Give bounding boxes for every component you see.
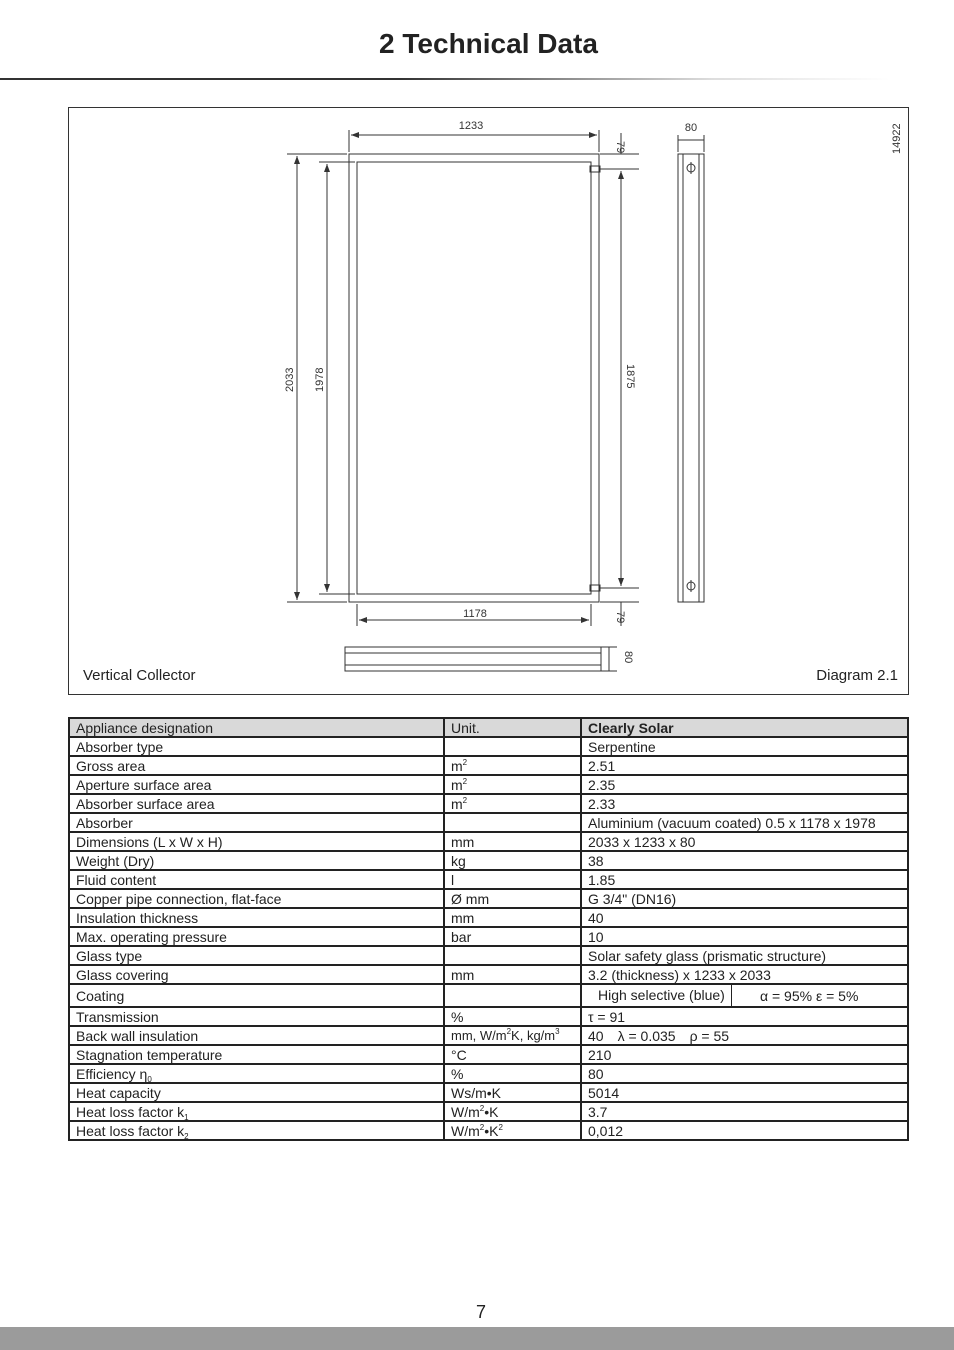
coating-type: High selective (blue) — [582, 985, 732, 1006]
dim-depth-bottom: 80 — [622, 651, 634, 664]
row-value: 1.85 — [581, 870, 908, 889]
row-value: 2.51 — [581, 756, 908, 775]
row-label: Coating — [69, 984, 444, 1007]
dim-top-offset: 79 — [614, 141, 626, 154]
row-value: 2.35 — [581, 775, 908, 794]
row-unit: bar — [444, 927, 581, 946]
row-unit: $m^2$ — [444, 775, 581, 794]
row-label: Dimensions (L x W x H) — [69, 832, 444, 851]
dim-bottom-width: 1178 — [463, 608, 487, 620]
table-row — [69, 965, 908, 984]
row-value: 3.7 — [581, 1102, 908, 1121]
row-unit: Ws/m•K — [444, 1083, 581, 1102]
table-row — [69, 984, 908, 1007]
row-label: Aperture surface area — [69, 775, 444, 794]
dim-top-width: 1233 — [458, 120, 484, 132]
diagram-caption-right: Diagram 2.1 — [816, 667, 898, 684]
row-label: Heat loss factor $k_2$ — [69, 1121, 444, 1140]
table-row — [69, 889, 908, 908]
diagram-caption-left: Vertical Collector — [83, 667, 196, 684]
row-label: Back wall insulation — [69, 1026, 444, 1045]
table-row — [69, 813, 908, 832]
row-unit: mm, $W/m^2K$, $kg/m^3$ — [444, 1026, 581, 1045]
table-row — [69, 1026, 908, 1045]
row-unit: °C — [444, 1045, 581, 1064]
row-label: Insulation thickness — [69, 908, 444, 927]
row-value: 0,012 — [581, 1121, 908, 1140]
row-label: Glass type — [69, 946, 444, 965]
row-value: 2.33 — [581, 794, 908, 813]
row-unit: $W/m^2•K^2$ — [444, 1121, 581, 1140]
header-unit: Unit. — [444, 718, 581, 737]
row-label: Absorber type — [69, 737, 444, 756]
table-row — [69, 1007, 908, 1026]
row-unit: mm — [444, 965, 581, 984]
collector-bottom-view — [345, 647, 601, 671]
header-designation: Appliance designation — [69, 718, 444, 737]
table-row — [69, 1045, 908, 1064]
row-unit: kg — [444, 851, 581, 870]
table-row — [69, 1121, 908, 1140]
row-unit: $m^2$ — [444, 756, 581, 775]
header-value: Clearly Solar — [581, 718, 908, 737]
row-value: 210 — [581, 1045, 908, 1064]
row-label: Transmission — [69, 1007, 444, 1026]
row-unit: % — [444, 1007, 581, 1026]
row-label: Efficiency $\eta_0$ — [69, 1064, 444, 1083]
row-label: Absorber — [69, 813, 444, 832]
row-unit — [444, 813, 581, 832]
table-row — [69, 908, 908, 927]
title-rule — [0, 78, 890, 80]
page-title: 2 Technical Data — [379, 28, 598, 59]
footer-bar — [0, 1327, 954, 1350]
row-unit: mm — [444, 832, 581, 851]
row-label: Glass covering — [69, 965, 444, 984]
row-value: 3.2 (thickness) x 1233 x 2033 — [581, 965, 908, 984]
dim-depth-top: 80 — [684, 122, 698, 134]
row-unit — [444, 984, 581, 1007]
table-row — [69, 927, 908, 946]
page-number: 7 — [475, 1302, 486, 1322]
collector-diagram — [68, 107, 909, 695]
row-value: 38 — [581, 851, 908, 870]
table-row — [69, 794, 908, 813]
table-row — [69, 775, 908, 794]
row-value: 40 λ = 0.035 ρ = 55 — [581, 1026, 908, 1045]
row-unit: $W/m^2•K$ — [444, 1102, 581, 1121]
row-label: Heat loss factor $k_1$ — [69, 1102, 444, 1121]
drawing-number: 14922 — [891, 123, 903, 154]
row-value: τ = 91 — [581, 1007, 908, 1026]
table-row — [69, 1102, 908, 1121]
row-label: Heat capacity — [69, 1083, 444, 1102]
technical-data-table — [68, 717, 909, 1141]
row-unit: Ø mm — [444, 889, 581, 908]
row-value: 5014 — [581, 1083, 908, 1102]
row-value: 2033 x 1233 x 80 — [581, 832, 908, 851]
row-label: Copper pipe connection, flat-face — [69, 889, 444, 908]
row-label: Stagnation temperature — [69, 1045, 444, 1064]
row-unit: % — [444, 1064, 581, 1083]
row-unit: $m^2$ — [444, 794, 581, 813]
row-label: Fluid content — [69, 870, 444, 889]
row-label: Weight (Dry) — [69, 851, 444, 870]
row-label: Absorber surface area — [69, 794, 444, 813]
row-value — [581, 984, 908, 1007]
table-row — [69, 870, 908, 889]
table-row — [69, 1083, 908, 1102]
row-value: 80 — [581, 1064, 908, 1083]
row-unit — [444, 737, 581, 756]
table-row — [69, 946, 908, 965]
row-value: Aluminium (vacuum coated) 0.5 x 1178 x 1978 — [581, 813, 908, 832]
coating-coefficients: α = 95% ε = 5% — [760, 987, 859, 1004]
row-value: Serpentine — [581, 737, 908, 756]
row-value: 10 — [581, 927, 908, 946]
table-row — [69, 851, 908, 870]
row-value: Solar safety glass (prismatic structure) — [581, 946, 908, 965]
collector-side-view — [678, 154, 704, 602]
row-value: G 3/4" (DN16) — [581, 889, 908, 908]
row-label: Gross area — [69, 756, 444, 775]
row-unit: mm — [444, 908, 581, 927]
row-unit — [444, 946, 581, 965]
table-row — [69, 737, 908, 756]
row-value: 40 — [581, 908, 908, 927]
collector-outer-frame — [349, 154, 599, 602]
collector-drawing — [69, 108, 910, 696]
dim-inner-height: 1978 — [314, 367, 326, 392]
collector-inner-frame — [357, 162, 591, 594]
table-row — [69, 832, 908, 851]
table-row — [69, 756, 908, 775]
table-row — [69, 1064, 908, 1083]
row-unit: l — [444, 870, 581, 889]
dim-total-height: 2033 — [284, 367, 296, 392]
dim-bottom-offset: 79 — [614, 611, 626, 624]
table-header-row — [69, 718, 908, 737]
dim-pipe-span: 1875 — [624, 364, 636, 389]
row-label: Max. operating pressure — [69, 927, 444, 946]
